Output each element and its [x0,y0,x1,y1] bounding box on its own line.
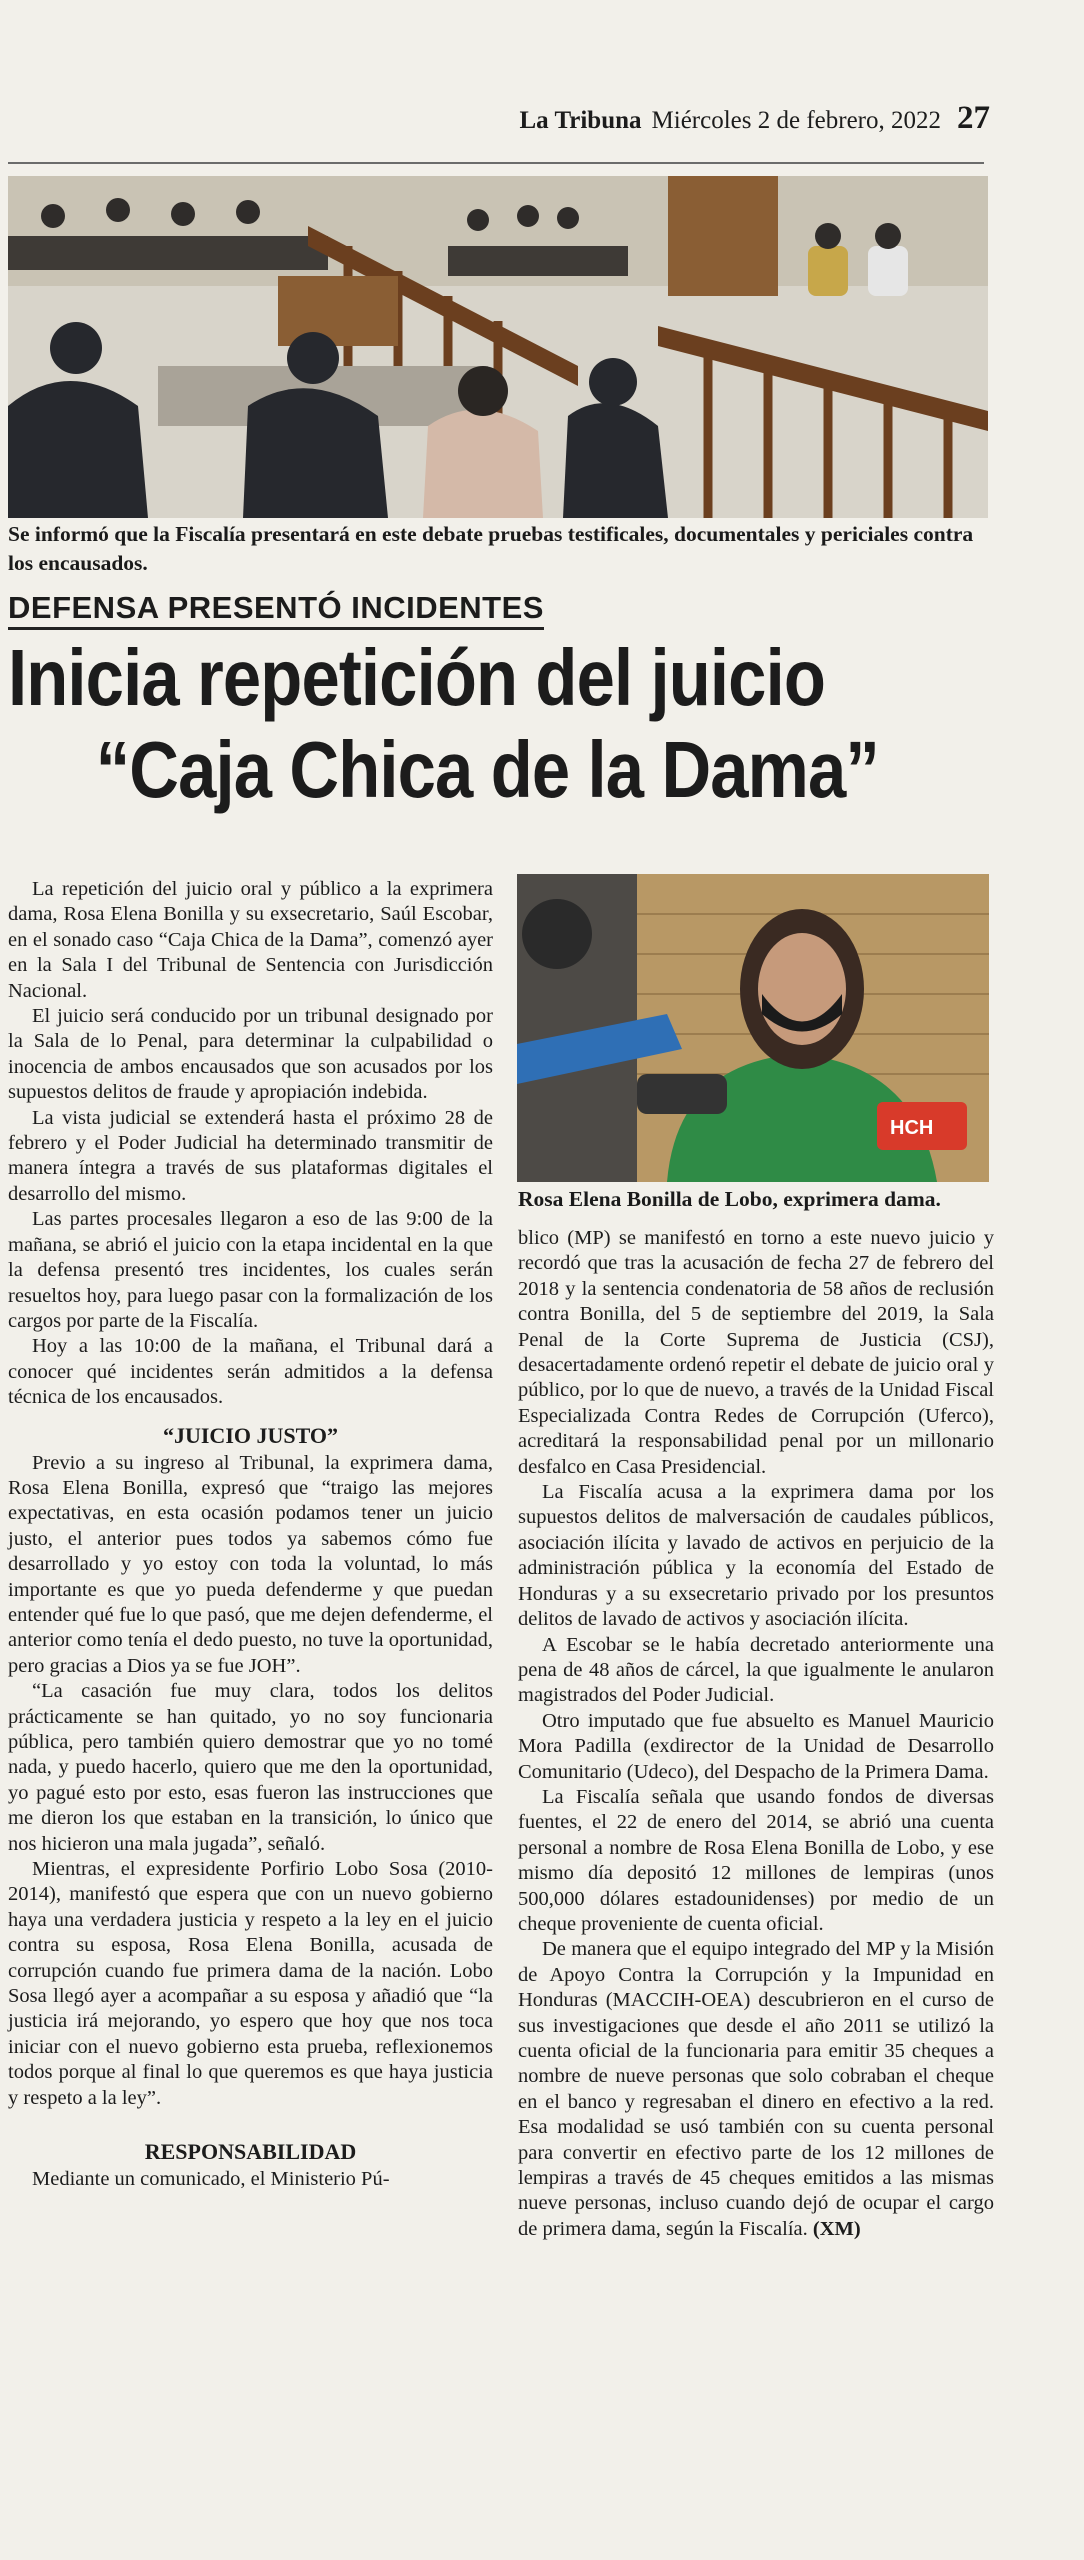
article-paragraph: La repetición del juicio oral y público a la exprimera dama, Rosa Elena Bonilla y su exsecretario, Saúl Escobar, en el sonado caso “Caja Chica de la Dama”, comenzó ayer en la Sala I del Tribunal de Sentencia con Jurisdicción Nacional. [8,878,493,1002]
author-signature: (XM) [812,2217,861,2240]
article-paragraph-text: De manera que el equipo integrado del MP y la Misión de Apoyo Contra la Corrupción y la Impunidad en Honduras (MACCIH-OEA) descubrieron en el curso de sus investigaciones que desde el año 2011 se utilizó la cuenta oficial de la funcionaria para emitir 35 cheques a nombre de nueve personas que solo cobraban el cheque en el banco y regresaban el dinero en efectivo a la red. Esa modalidad se usó también con su cuenta personal para convertir en efectivo parte de los 12 millones de lempiras a través de 45 cheques emitidos a las mismas nueve personas, incluso cuando dejó de ocupar el cargo de primera dama, según la Fiscalía. [518,1938,994,2240]
subhead-responsabilidad: RESPONSABILIDAD [144,2139,357,2165]
article-paragraph-last [518,1937,994,2242]
article-paragraph: Otro imputado que fue absuelto es Manuel Mauricio Mora Padilla (exdirector de la Unidad de Desarrollo Comunitario (Udeco), del Despacho de la Primera Dama. [518,1709,994,1783]
page-header [519,100,990,137]
article-paragraph: blico (MP) se manifestó en torno a este nuevo juicio y recordó que tras la acusación de fecha 27 de febrero del 2018 y la sentencia condenatoria de 58 años de reclusión contra Bonilla, del 5 de septiembre del 2019, la Sala Penal de la Corte Suprema de Justicia (CSJ), desacertadamente ordenó repetir el debate de juicio oral y público, por lo que de nuevo, a través de la Unidad Fiscal Especializada Contra Redes de Corrupción (Uferco), acreditará la responsabilidad penal por un millonario desfalco en Casa Presidencial. [518,1227,994,1478]
article-paragraph: La vista judicial se extenderá hasta el próximo 28 de febrero y el Poder Judicial ha determinado transmitir de manera íntegra a través de sus plataformas digitales el desarrollo del mismo. [8,1106,493,1205]
issue-date: Miércoles 2 de febrero, 2022 [651,107,941,134]
article-kicker: DEFENSA PRESENTÓ INCIDENTES [8,590,544,630]
portrait-illustration [517,874,989,1182]
courtroom-illustration [8,176,988,518]
article-column-right [518,1226,994,2242]
subhead-juicio-justo: “JUICIO JUSTO” [162,1422,339,1448]
article-paragraph: Mediante un comunicado, el Ministerio Pú- [32,2168,390,2191]
newspaper-name: La Tribuna [519,107,642,134]
article-paragraph: Hoy a las 10:00 de la mañana, el Tribunal dará a conocer qué incidentes serán admitidos a la defensa técnica de los encausados. [8,1335,493,1409]
article-paragraph: La Fiscalía acusa a la exprimera dama por los supuestos delitos de malversación de caudales públicos, asociación ilícita y lavado de activos en perjuicio de la administración pública y la economía del Estado de Honduras y a su exsecretario privado por los presuntos delitos de lavado de activos y asociación ilícita. [518,1481,994,1631]
headline-line-2: “Caja Chica de la Dama” [95,725,879,814]
article-paragraph: Las partes procesales llegaron a eso de las 9:00 de la mañana, se abrió el juicio con la etapa incidental en la que la defensa presentó tres incidentes, los cuales serán resueltos hoy, para luego pasar con la formalización de los cargos por parte de la Fiscalía. [8,1208,493,1332]
article-column-left [8,877,493,2193]
article-paragraph: La Fiscalía señala que usando fondos de diversas fuentes, el 22 de enero del 2014, se abrió una cuenta personal a nombre de Rosa Elena Bonilla de Lobo, y ese mismo día depositó 12 millones de lempiras (unos 500,000 dólares estadounidenses) por medio de un cheque proveniente de cuenta oficial. [518,1785,994,1935]
header-rule [8,162,984,164]
article-paragraph: Mientras, el expresidente Porfirio Lobo Sosa (2010-2014), manifestó que espera que con un nuevo gobierno haya una verdadera justicia y respeto a la ley en el juicio contra su esposa, Rosa Elena Bonilla, acusada de corrupción cuando fue primera dama de la nación. Lobo Sosa llegó ayer a acompañar a su esposa y añadió que “la justicia irá mejorando, yo espero que hoy que nos toca iniciar con el nuevo gobierno esta prueba, reflexionemos todos porque al final lo que queremos es que haya justicia y respeto a la ley”. [8,1858,493,2109]
article-paragraph: A Escobar se le había decretado anteriormente una pena de 48 años de cárcel, la que igualmente le anularon magistrados del Poder Judicial. [518,1633,994,1707]
page-number: 27 [957,100,990,136]
courtroom-photo-caption: Se informó que la Fiscalía presentará en este debate pruebas testificales, documentales y periciales contra los encausados. [8,522,974,575]
article-paragraph: Previo a su ingreso al Tribunal, la exprimera dama, Rosa Elena Bonilla, expresó que “traigo las mejores expectativas, en esta ocasión podamos tener un juicio justo, el anterior pues todos ya sabemos cómo fue desarrollado y yo estoy con toda la voluntad, lo más importante es que yo pueda defenderme y que puedan entender qué fue lo que pasó, que me dejen defenderme, el anterior como tenía el dedo puesto, no tuve la oportunidad, pero gracias a Dios ya se fue JOH”. [8,1451,493,1677]
microphone-flag [877,1102,967,1150]
article-headline [8,632,879,816]
microphone-flag-text: HCH [890,1117,934,1139]
article-paragraph: El juicio será conducido por un tribunal designado por la Sala de lo Penal, para determinar la culpabilidad o inocencia de ambos encausados que son acusados por los supuestos delitos de fraude y apropiación indebida. [8,1005,493,1104]
article-paragraph: “La casación fue muy clara, todos los delitos prácticamente se han quitado, yo no soy funcionaria pública, pero también quiero demostrar que yo no tomé nada, y puedo hacerlo, quiero que me den la oportunidad, yo pagué esto por esto, esas fueron las instrucciones que me dieron los que estaban en la transición, lo único que nos hicieron una mala jugada”, señaló. [8,1680,493,1855]
portrait-photo [517,874,989,1182]
courtroom-photo [8,176,988,518]
headline-line-1: Inicia repetición del juicio [8,633,826,722]
portrait-photo-caption: Rosa Elena Bonilla de Lobo, exprimera dama. [518,1187,941,1211]
